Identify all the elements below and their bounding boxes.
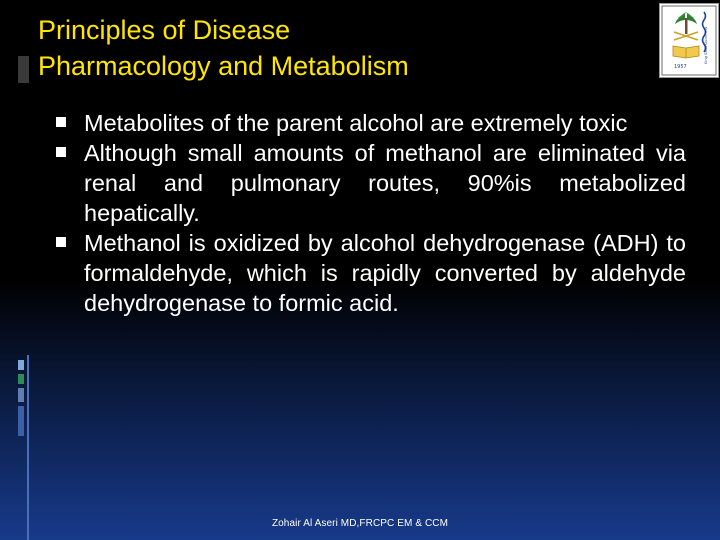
logo-year: 1957 [674, 64, 687, 70]
bullet-list [56, 108, 686, 318]
square-bullet-icon [56, 117, 66, 127]
slide-footer: Zohair Al Aseri MD,FRCPC EM & CCM [271, 518, 449, 529]
logo-university-text: King Saud University [704, 26, 708, 64]
accent-bar [18, 360, 24, 370]
title-line-2: Pharmacology and Metabolism [38, 51, 409, 81]
title-line-1: Principles of Disease [38, 15, 291, 45]
slide-title [38, 12, 638, 84]
list-item [56, 138, 686, 228]
list-item [56, 108, 686, 138]
university-logo [659, 3, 719, 78]
title-accent-bar [18, 56, 29, 83]
bullet-text: Metabolites of the parent alcohol are extremely toxic [84, 110, 628, 136]
accent-bar [18, 406, 24, 436]
side-accent-bars [18, 360, 30, 540]
accent-bar [18, 374, 24, 384]
bullet-text: Methanol is oxidized by alcohol dehydrogenase (ADH) to formaldehyde, which is rapidly converted by aldehyde dehydrogenase to formic acid. [84, 230, 686, 316]
university-seal-icon [660, 4, 718, 77]
accent-bar [18, 388, 24, 402]
square-bullet-icon [56, 237, 66, 247]
square-bullet-icon [56, 147, 66, 157]
list-item [56, 228, 686, 318]
bullet-text: Although small amounts of methanol are eliminated via renal and pulmonary routes, 90%is metabolized hepatically. [84, 140, 686, 226]
